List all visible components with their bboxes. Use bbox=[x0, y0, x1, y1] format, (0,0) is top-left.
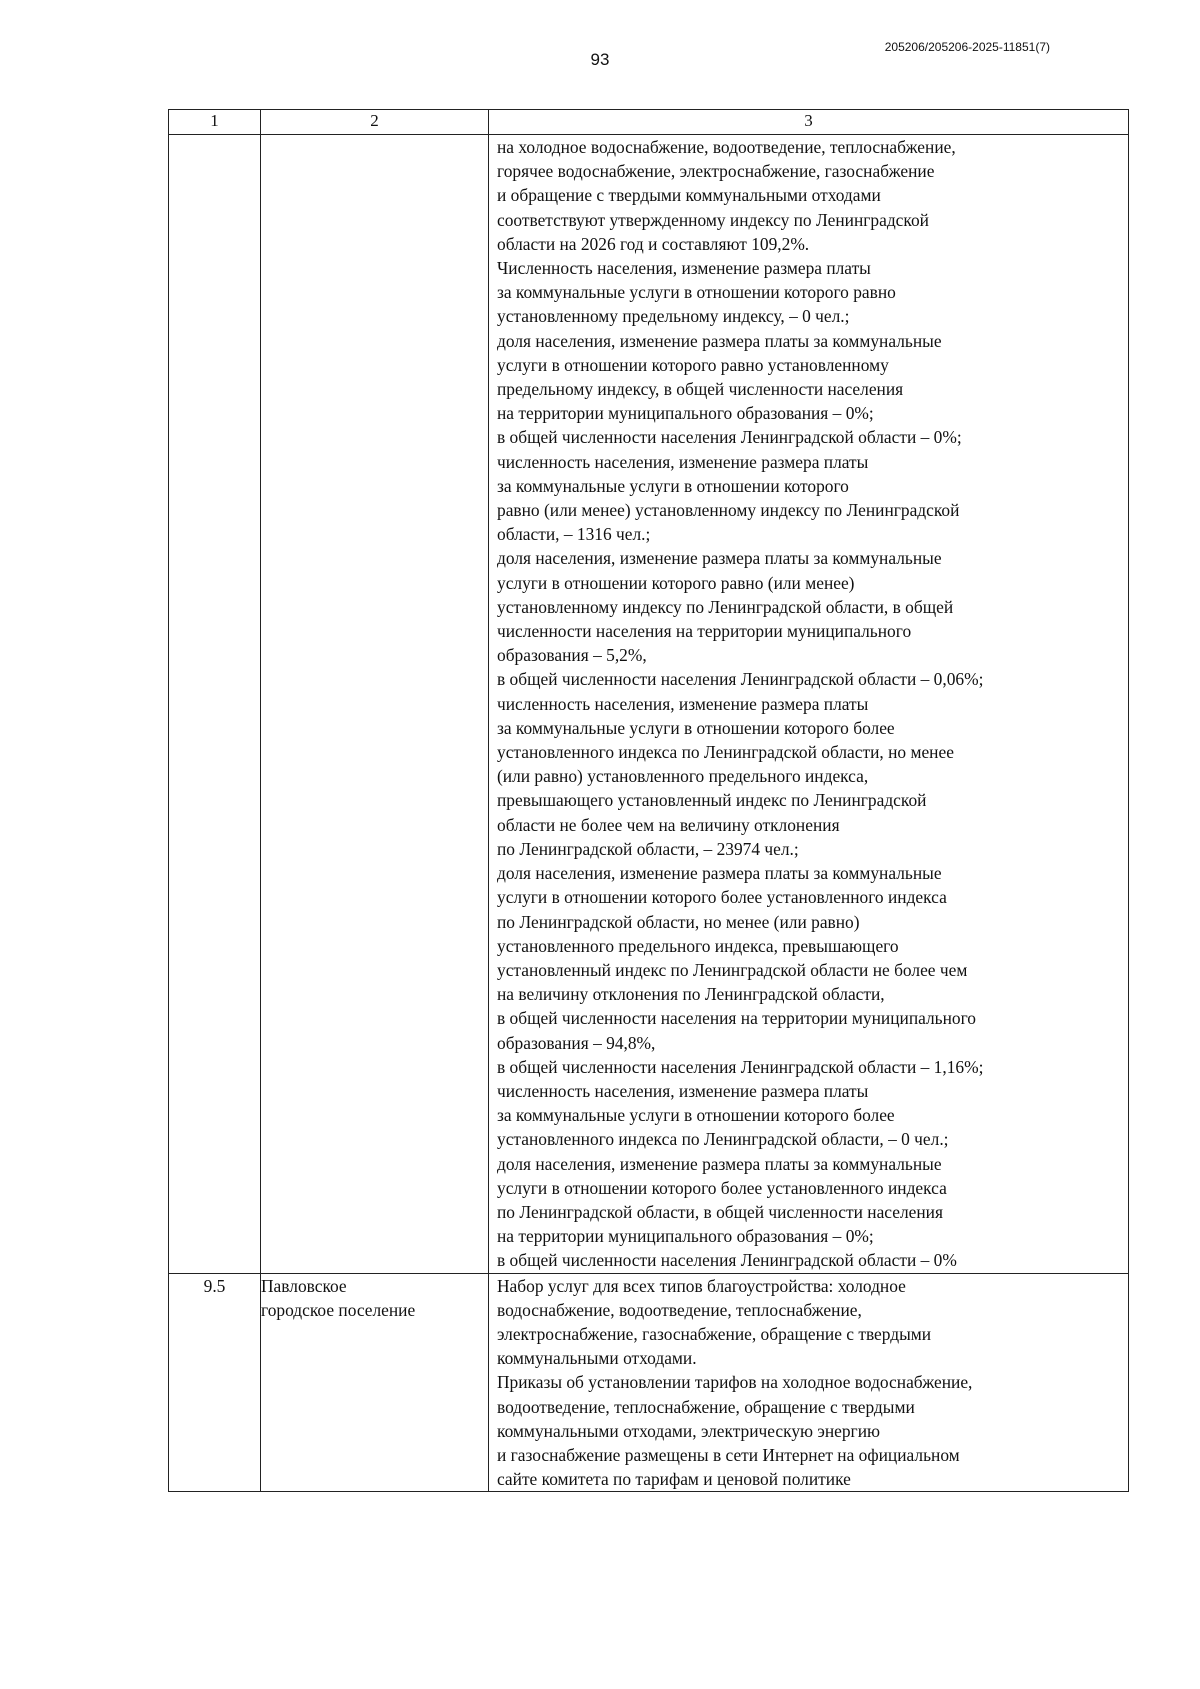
text-line: в общей численности населения Ленинградской области – 1,16%; bbox=[497, 1056, 984, 1077]
row-number-cell bbox=[169, 135, 261, 1274]
settlement-name-line: Павловское bbox=[261, 1275, 347, 1296]
text-line: области не более чем на величину отклонения bbox=[497, 814, 840, 835]
text-line: образования – 5,2%, bbox=[497, 645, 647, 666]
text-line: в общей численности населения Ленинградской области – 0,06%; bbox=[497, 669, 984, 690]
document-table bbox=[168, 109, 1129, 1492]
text-line: коммунальными отходами, электрическую энергию bbox=[497, 1420, 880, 1441]
text-line: установленному предельному индексу, – 0 чел.; bbox=[497, 306, 850, 327]
text-line: (или равно) установленного предельного индекса, bbox=[497, 766, 869, 787]
settlement-name-line: городское поселение bbox=[261, 1299, 416, 1320]
description-text bbox=[489, 1274, 1128, 1492]
text-line: Набор услуг для всех типов благоустройства: холодное bbox=[497, 1275, 906, 1296]
text-line: на территории муниципального образования – 0%; bbox=[497, 403, 874, 424]
row-number-cell: 9.5 bbox=[169, 1273, 261, 1492]
text-line: численности населения на территории муниципального bbox=[497, 621, 912, 642]
text-line: установленного индекса по Ленинградской области, – 0 чел.; bbox=[497, 1129, 949, 1150]
description-cell bbox=[489, 135, 1129, 1274]
text-line: Приказы об установлении тарифов на холодное водоснабжение, bbox=[497, 1372, 973, 1393]
text-line: водоснабжение, водоотведение, теплоснабжение, bbox=[497, 1299, 862, 1320]
text-line: образования – 94,8%, bbox=[497, 1032, 656, 1053]
description-cell bbox=[489, 1273, 1129, 1492]
text-line: и газоснабжение размещены в сети Интернет на официальном bbox=[497, 1444, 960, 1465]
text-line: услуги в отношении которого равно (или менее) bbox=[497, 572, 855, 593]
text-line: области на 2026 год и составляют 109,2%. bbox=[497, 233, 810, 254]
column-header-3: 3 bbox=[489, 110, 1129, 135]
text-line: численность населения, изменение размера платы bbox=[497, 451, 869, 472]
text-line: в общей численности населения Ленинградской области – 0% bbox=[497, 1250, 957, 1271]
text-line: на величину отклонения по Ленинградской области, bbox=[497, 984, 885, 1005]
text-line: численность населения, изменение размера платы bbox=[497, 1080, 869, 1101]
text-line: услуги в отношении которого равно установленному bbox=[497, 354, 889, 375]
text-line: установленному индексу по Ленинградской области, в общей bbox=[497, 596, 954, 617]
text-line: за коммунальные услуги в отношении которого bbox=[497, 475, 849, 496]
text-line: по Ленинградской области, в общей численности населения bbox=[497, 1201, 943, 1222]
table-row bbox=[169, 1273, 1129, 1492]
text-line: водоотведение, теплоснабжение, обращение с твердыми bbox=[497, 1396, 915, 1417]
text-line: численность населения, изменение размера платы bbox=[497, 693, 869, 714]
text-line: электроснабжение, газоснабжение, обращение с твердыми bbox=[497, 1323, 932, 1344]
text-line: горячее водоснабжение, электроснабжение, газоснабжение bbox=[497, 161, 935, 182]
description-text bbox=[489, 135, 1128, 1273]
text-line: доля населения, изменение размера платы за коммунальные bbox=[497, 548, 942, 569]
column-header-2: 2 bbox=[261, 110, 489, 135]
text-line: Численность населения, изменение размера платы bbox=[497, 258, 871, 279]
text-line: и обращение с твердыми коммунальными отходами bbox=[497, 185, 881, 206]
text-line: области, – 1316 чел.; bbox=[497, 524, 651, 545]
text-line: по Ленинградской области, но менее (или равно) bbox=[497, 911, 860, 932]
text-line: на холодное водоснабжение, водоотведение, теплоснабжение, bbox=[497, 137, 956, 157]
text-line: установленного индекса по Ленинградской области, но менее bbox=[497, 742, 954, 763]
page-number: 93 bbox=[590, 50, 610, 69]
text-line: за коммунальные услуги в отношении которого равно bbox=[497, 282, 896, 303]
text-line: доля населения, изменение размера платы за коммунальные bbox=[497, 330, 942, 351]
text-line: предельному индексу, в общей численности населения bbox=[497, 379, 904, 400]
text-line: по Ленинградской области, – 23974 чел.; bbox=[497, 838, 799, 859]
text-line: услуги в отношении которого более установленного индекса bbox=[497, 887, 947, 908]
text-line: на территории муниципального образования – 0%; bbox=[497, 1226, 874, 1247]
table-row bbox=[169, 135, 1129, 1274]
settlement-name-cell bbox=[261, 135, 489, 1274]
text-line: за коммунальные услуги в отношении которого более bbox=[497, 717, 895, 738]
text-line: сайте комитета по тарифам и ценовой политике bbox=[497, 1469, 851, 1490]
text-line: за коммунальные услуги в отношении которого более bbox=[497, 1105, 895, 1126]
text-line: превышающего установленный индекс по Ленинградской bbox=[497, 790, 927, 811]
column-header-1: 1 bbox=[169, 110, 261, 135]
text-line: услуги в отношении которого более установленного индекса bbox=[497, 1177, 947, 1198]
text-line: установленный индекс по Ленинградской области не более чем bbox=[497, 959, 968, 980]
text-line: коммунальными отходами. bbox=[497, 1348, 697, 1369]
text-line: установленного предельного индекса, превышающего bbox=[497, 935, 899, 956]
text-line: доля населения, изменение размера платы за коммунальные bbox=[497, 863, 942, 884]
text-line: в общей численности населения на территории муниципального bbox=[497, 1008, 977, 1029]
document-id: 205206/205206-2025-11851(7) bbox=[884, 40, 1050, 54]
text-line: равно (или менее) установленному индексу по Ленинградской bbox=[497, 500, 960, 521]
text-line: доля населения, изменение размера платы за коммунальные bbox=[497, 1153, 942, 1174]
settlement-name-cell bbox=[261, 1273, 489, 1492]
table-header-row bbox=[169, 110, 1129, 135]
text-line: в общей численности населения Ленинградской области – 0%; bbox=[497, 427, 962, 448]
text-line: соответствуют утвержденному индексу по Ленинградской bbox=[497, 209, 929, 230]
